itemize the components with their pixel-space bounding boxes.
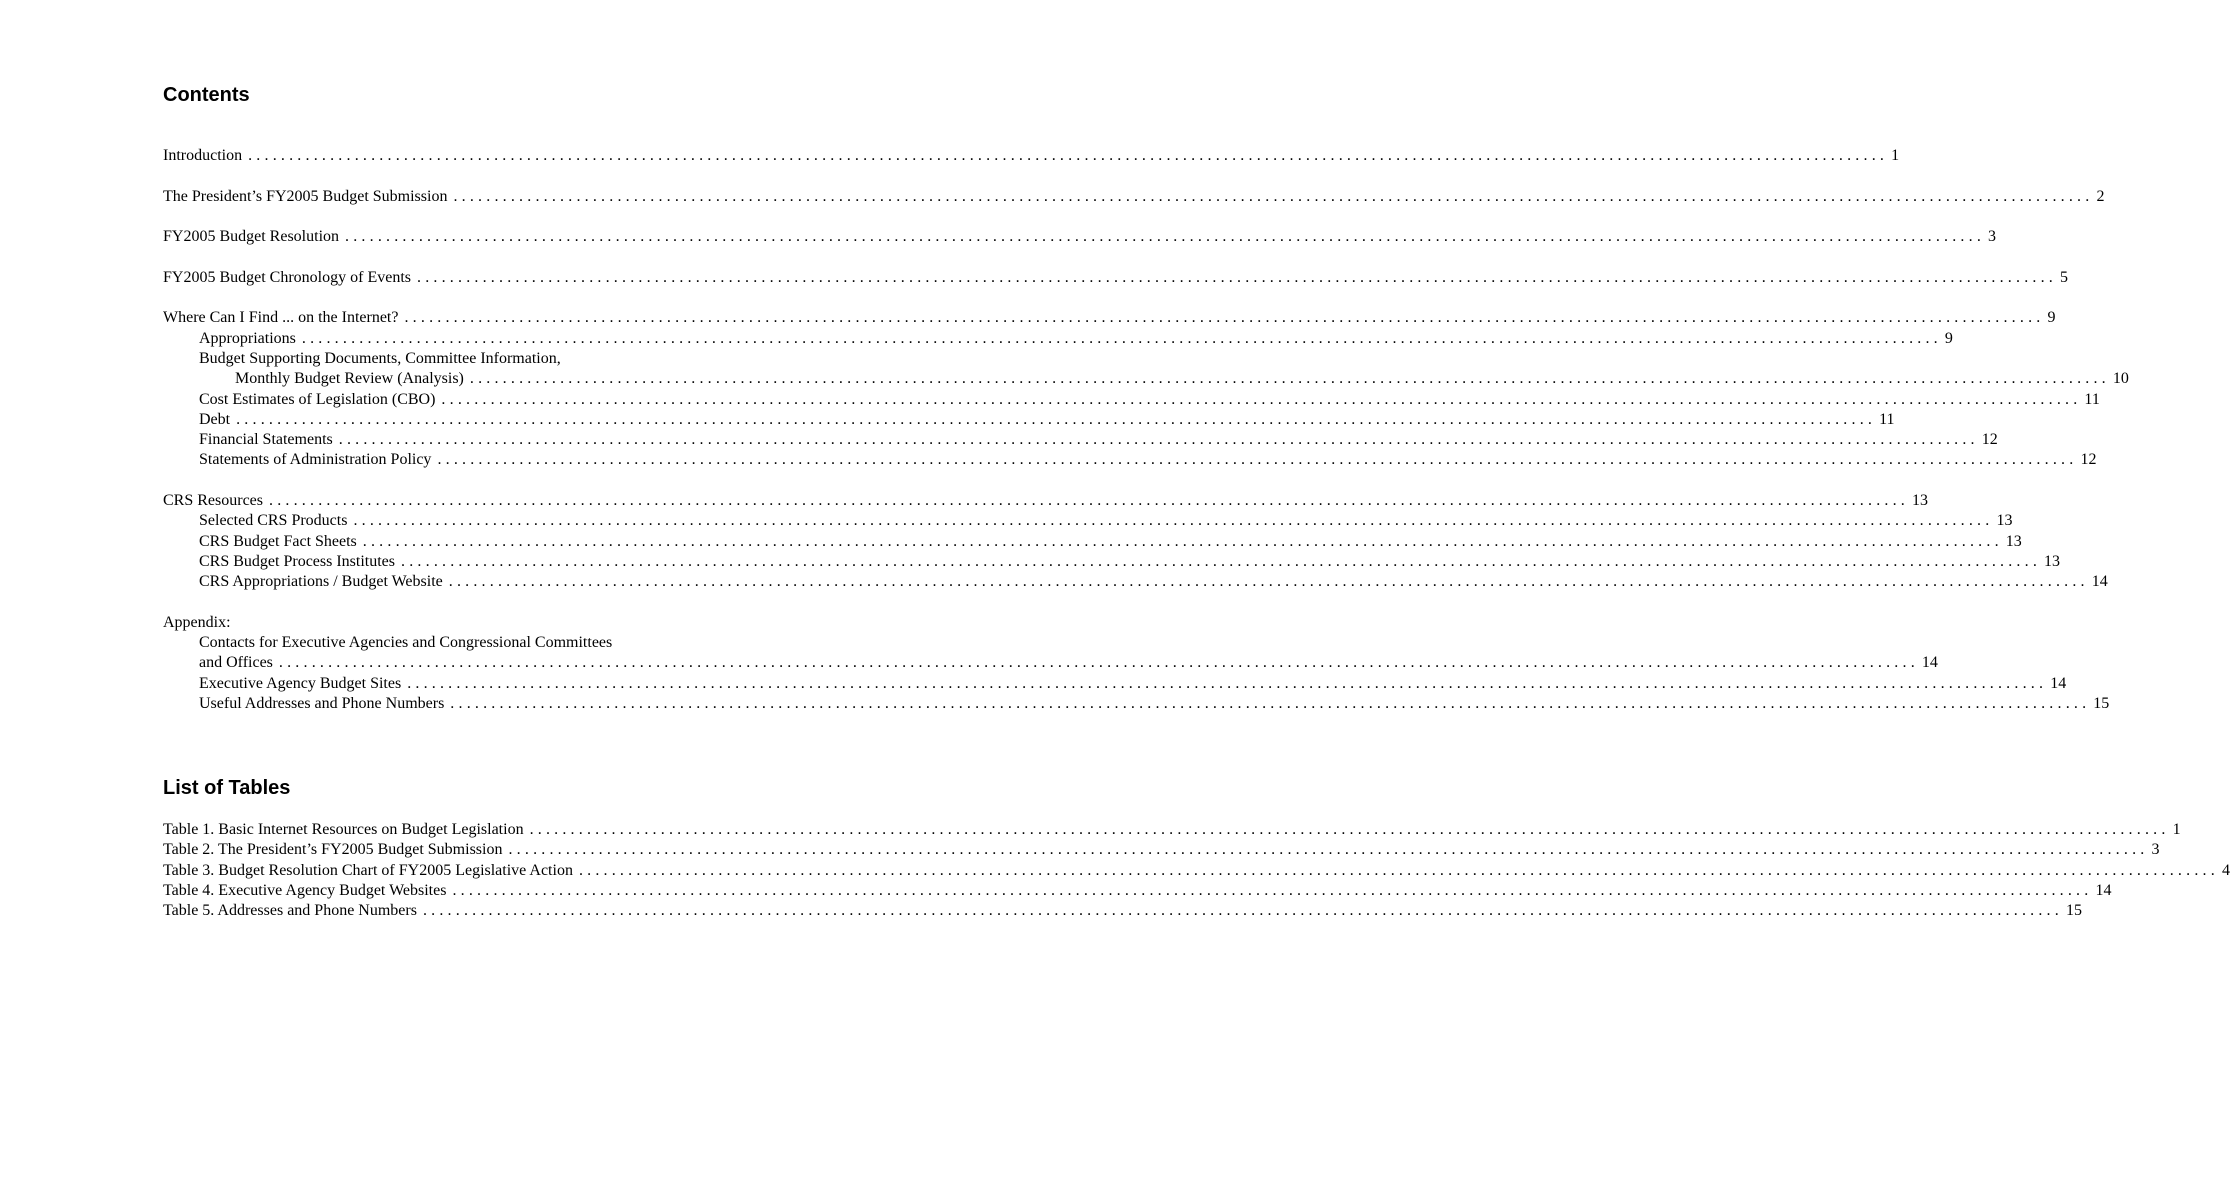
dot-leader: ........................................................................................................................................................................................................ bbox=[407, 674, 2048, 692]
dot-leader: ........................................................................................................................................................................................................ bbox=[401, 552, 2042, 570]
dot-leader: ........................................................................................................................................................................................................ bbox=[269, 492, 1909, 510]
dot-leader: ........................................................................................................................................................................................................ bbox=[453, 187, 2094, 205]
toc-entry-internet[interactable]: Where Can I Find ... on the Internet? ........................................................................................................................................................................................................ 9 bbox=[163, 308, 759, 328]
dot-leader: ........................................................................................................................................................................................................ bbox=[301, 329, 1942, 347]
toc-entry-cost-estimates[interactable]: Cost Estimates of Legislation (CBO) ........................................................................................................................................................................................................ 11 bbox=[163, 390, 759, 410]
toc-entry-supporting-docs[interactable]: Budget Supporting Documents, Committee Information, bbox=[199, 349, 561, 367]
toc-entry-administration-policy[interactable]: Statements of Administration Policy ........................................................................................................................................................................................................ 12 bbox=[163, 450, 759, 470]
dot-leader: ........................................................................................................................................................................................................ bbox=[508, 841, 2149, 859]
contents-heading: Contents bbox=[163, 84, 250, 106]
dot-leader: ........................................................................................................................................................................................................ bbox=[441, 390, 2082, 408]
dot-leader: ........................................................................................................................................................................................................ bbox=[448, 573, 2089, 591]
table-entry-4[interactable]: Table 4. Executive Agency Budget Websites ........................................................................................................................................................................................................ 14 bbox=[163, 881, 759, 901]
dot-leader: ........................................................................................................................................................................................................ bbox=[578, 861, 2219, 879]
toc-entry-agency-budget-sites[interactable]: Executive Agency Budget Sites ........................................................................................................................................................................................................ 14 bbox=[163, 674, 759, 694]
toc-entry-appropriations[interactable]: Appropriations ........................................................................................................................................................................................................ 9 bbox=[163, 329, 759, 349]
dot-leader: ........................................................................................................................................................................................................ bbox=[450, 695, 2091, 713]
dot-leader: ........................................................................................................................................................................................................ bbox=[338, 431, 1979, 449]
dot-leader: ........................................................................................................................................................................................................ bbox=[236, 410, 1877, 428]
dot-leader: ........................................................................................................................................................................................................ bbox=[452, 881, 2093, 899]
table-of-contents bbox=[163, 146, 2129, 714]
toc-entry-addresses-phones[interactable]: Useful Addresses and Phone Numbers ........................................................................................................................................................................................................ 15 bbox=[163, 694, 759, 714]
dot-leader: ........................................................................................................................................................................................................ bbox=[345, 228, 1986, 246]
toc-entry-crs-resources[interactable]: CRS Resources ........................................................................................................................................................................................................ 13 bbox=[163, 491, 759, 511]
table-entry-2[interactable]: Table 2. The President’s FY2005 Budget Submission ........................................................................................................................................................................................................ 3 bbox=[163, 840, 759, 860]
dot-leader: ........................................................................................................................................................................................................ bbox=[437, 451, 2078, 469]
dot-leader: ........................................................................................................................................................................................................ bbox=[353, 512, 1994, 530]
toc-entry-crs-fact-sheets[interactable]: CRS Budget Fact Sheets ........................................................................................................................................................................................................ 13 bbox=[163, 532, 759, 552]
toc-entry-crs-website[interactable]: CRS Appropriations / Budget Website ........................................................................................................................................................................................................ 14 bbox=[163, 572, 759, 592]
toc-entry-introduction[interactable]: Introduction ........................................................................................................................................................................................................ 1 bbox=[163, 146, 759, 166]
dot-leader: ........................................................................................................................................................................................................ bbox=[422, 902, 2063, 920]
toc-entry-presidents-budget[interactable]: The President’s FY2005 Budget Submission ........................................................................................................................................................................................................ 2 bbox=[163, 187, 759, 207]
dot-leader: ........................................................................................................................................................................................................ bbox=[362, 532, 2003, 550]
dot-leader: ........................................................................................................................................................................................................ bbox=[248, 147, 1889, 164]
list-of-tables-heading: List of Tables bbox=[163, 777, 291, 799]
toc-entry-crs-institutes[interactable]: CRS Budget Process Institutes ........................................................................................................................................................................................................ 13 bbox=[163, 552, 759, 572]
dot-leader: ........................................................................................................................................................................................................ bbox=[469, 370, 2110, 388]
table-entry-1[interactable]: Table 1. Basic Internet Resources on Budget Legislation ........................................................................................................................................................................................................ 1 bbox=[163, 820, 759, 840]
toc-entry-contacts[interactable]: Contacts for Executive Agencies and Congressional Committees bbox=[199, 634, 613, 652]
toc-entry-crs-products[interactable]: Selected CRS Products ........................................................................................................................................................................................................ 13 bbox=[163, 511, 759, 531]
dot-leader: ........................................................................................................................................................................................................ bbox=[278, 654, 1919, 672]
toc-entry-financial-statements[interactable]: Financial Statements ........................................................................................................................................................................................................ 12 bbox=[163, 430, 759, 450]
list-of-tables bbox=[163, 820, 2230, 921]
toc-entry-debt[interactable]: Debt ........................................................................................................................................................................................................ 11 bbox=[163, 410, 759, 430]
toc-entry-monthly-review[interactable]: Monthly Budget Review (Analysis) ........................................................................................................................................................................................................ 10 bbox=[163, 369, 759, 389]
toc-entry-and-offices[interactable]: and Offices ........................................................................................................................................................................................................ 14 bbox=[163, 653, 759, 673]
dot-leader: ........................................................................................................................................................................................................ bbox=[417, 268, 2057, 286]
table-entry-5[interactable]: Table 5. Addresses and Phone Numbers ........................................................................................................................................................................................................ 15 bbox=[163, 901, 759, 921]
toc-entry-appendix: Appendix: bbox=[163, 613, 231, 631]
dot-leader: ........................................................................................................................................................................................................ bbox=[529, 821, 2170, 838]
dot-leader: ........................................................................................................................................................................................................ bbox=[404, 309, 2045, 327]
toc-entry-budget-resolution[interactable]: FY2005 Budget Resolution ........................................................................................................................................................................................................ 3 bbox=[163, 227, 759, 247]
toc-entry-chronology[interactable]: FY2005 Budget Chronology of Events ........................................................................................................................................................................................................ 5 bbox=[163, 268, 759, 288]
table-entry-3[interactable]: Table 3. Budget Resolution Chart of FY2005 Legislative Action ........................................................................................................................................................................................................ 4 bbox=[163, 861, 759, 881]
